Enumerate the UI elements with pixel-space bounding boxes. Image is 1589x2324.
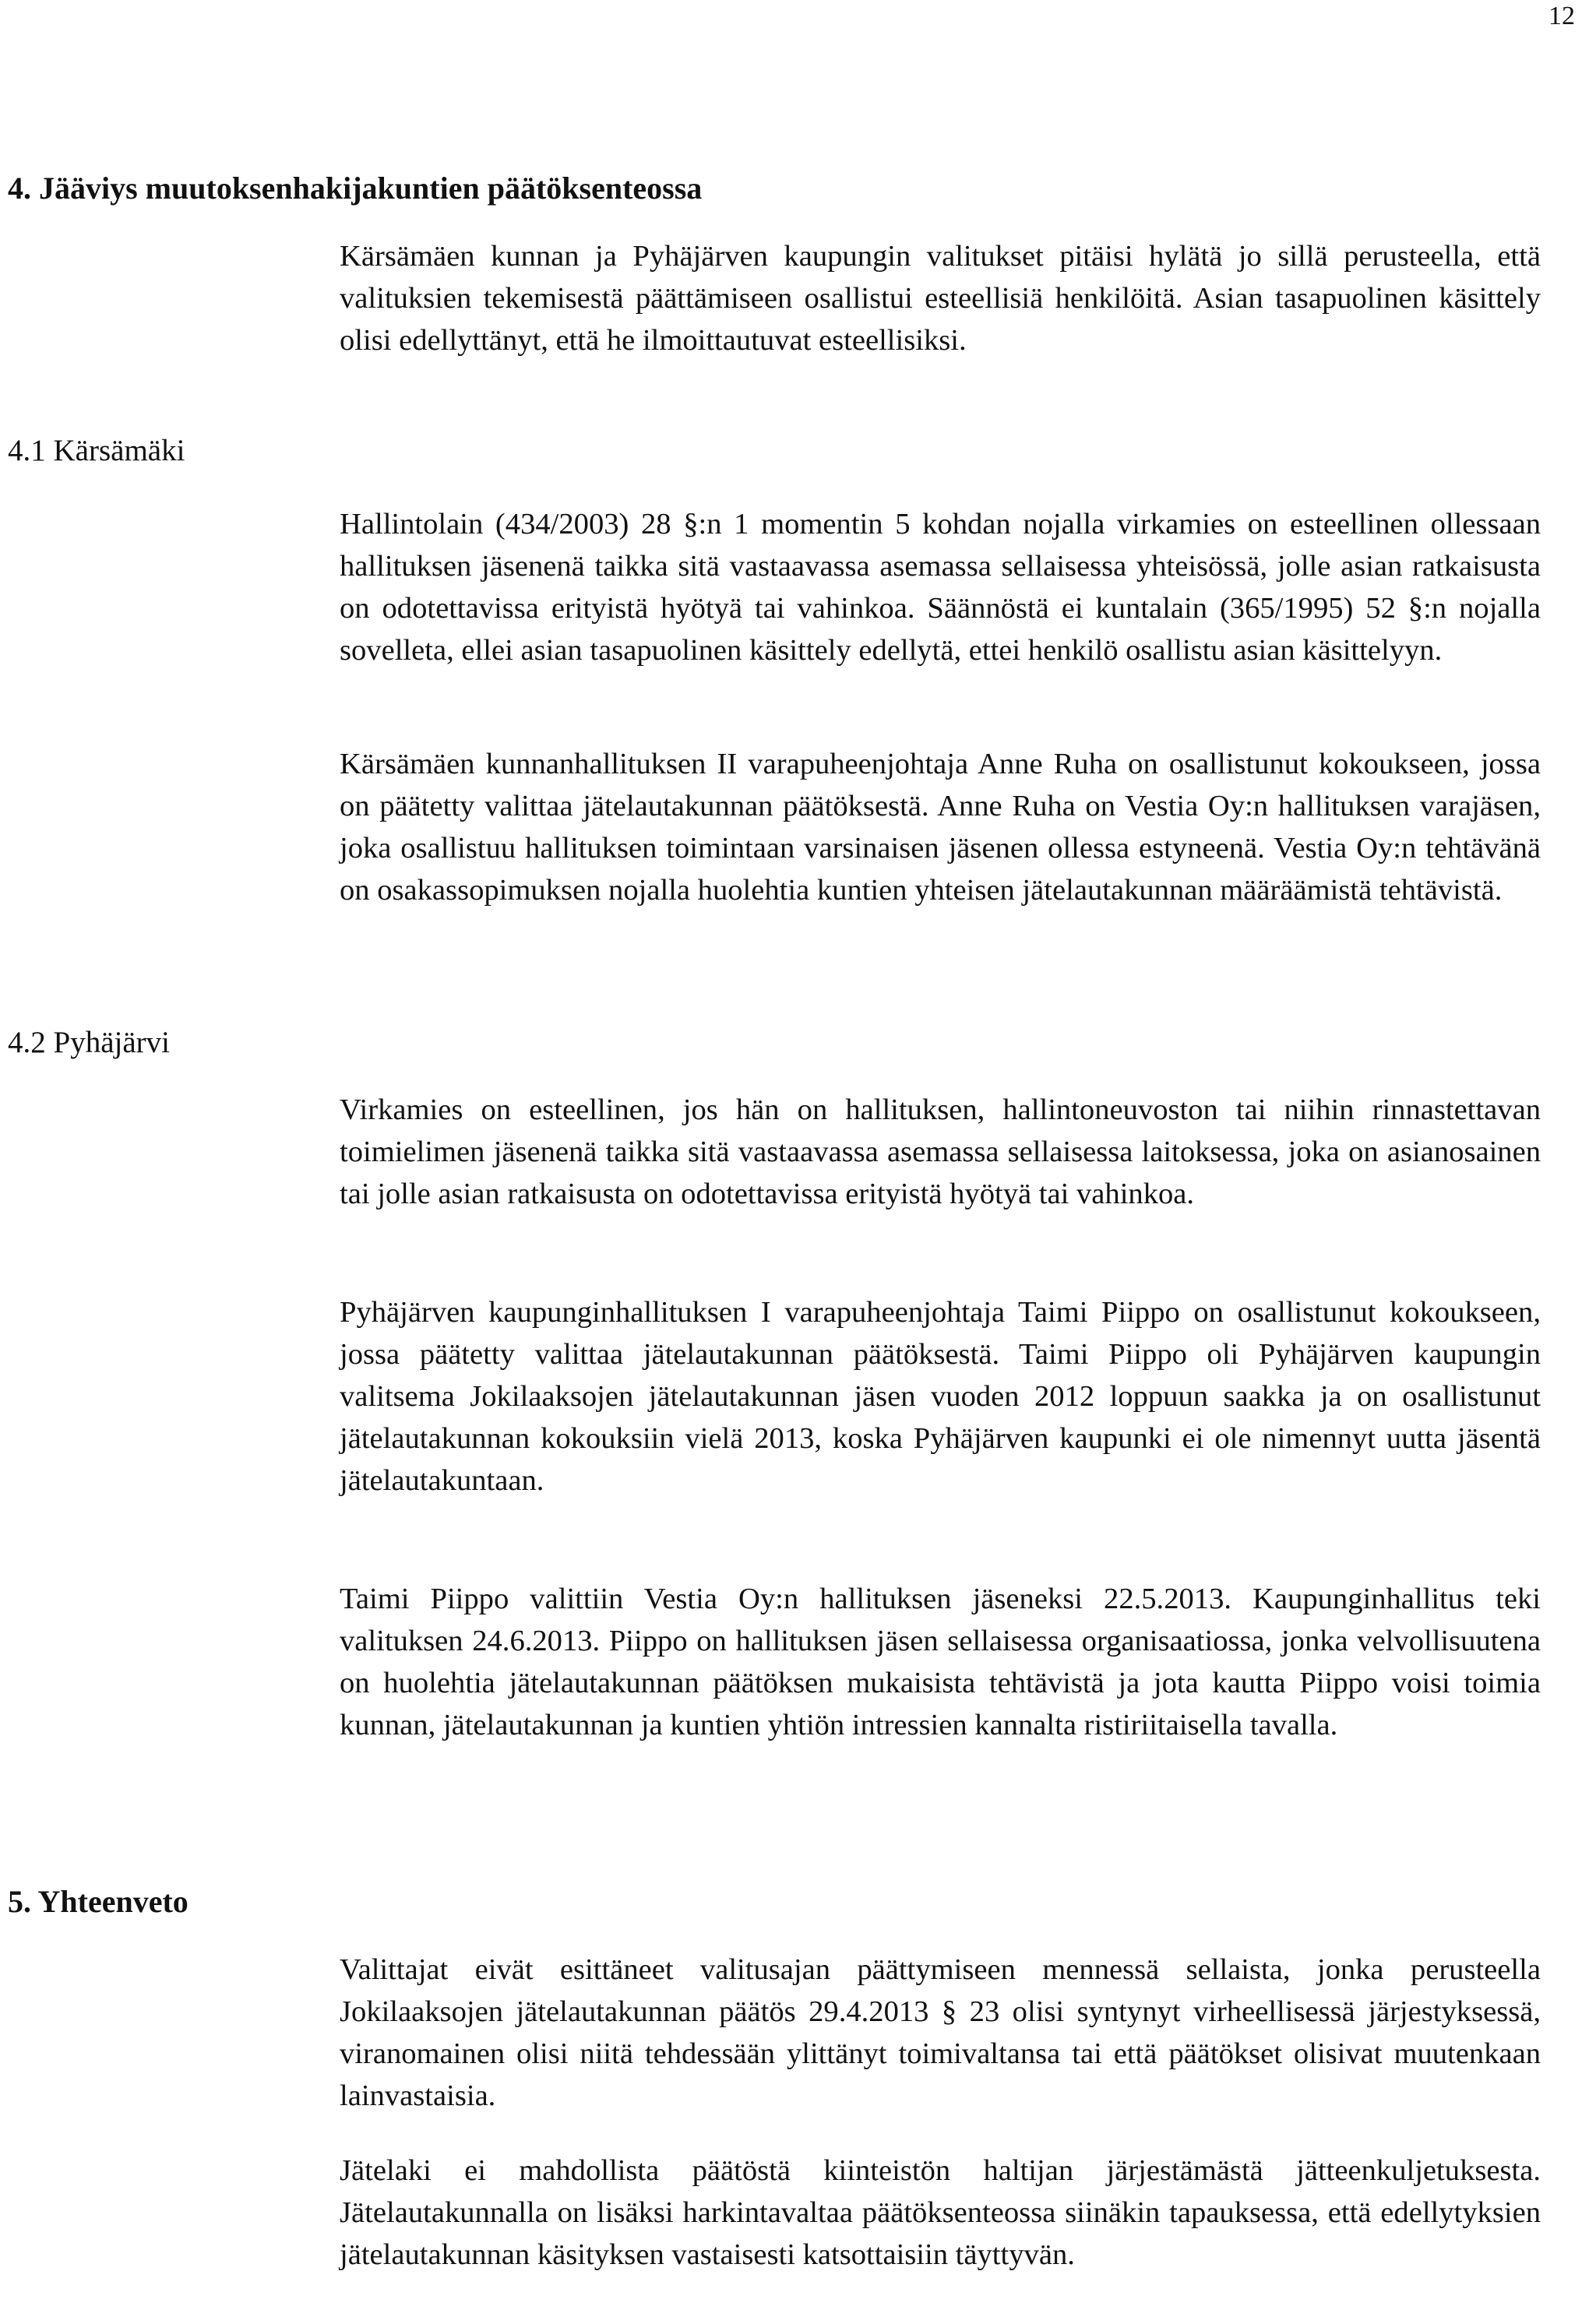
page-number: 12 xyxy=(1548,2,1575,30)
section-4-heading: 4. Jääviys muutoksenhakijakuntien päätöksenteossa xyxy=(8,171,703,206)
subsection-4-2-paragraph-2: Pyhäjärven kaupunginhallituksen I varapuheenjohtaja Taimi Piippo on osallistunut kokoukseen, jossa päätetty valittaa jätelautakunnan päätöksestä. Taimi Piippo oli Pyhäjärven kaupungin valitsema Jokilaaksojen jätelautakunnan jäsen vuoden 2012 loppuun saakka ja on osallistunut jätelautakunnan kokouksiin vielä 2013, koska Pyhäjärven kaupunki ei ole nimennyt uutta jäsentä jätelautakuntaan. xyxy=(340,1296,1541,1497)
subsection-4-2-paragraph-1: Virkamies on esteellinen, jos hän on hallituksen, hallintoneuvoston tai niihin rinnastettavan toimielimen jäsenenä taikka sitä vastaavassa asemassa sellaisessa laitoksessa, joka on asianosainen tai jolle asian ratkaisusta on odotettavissa erityistä hyötyä tai vahinkoa. xyxy=(340,1093,1541,1210)
subsection-4-2-paragraph-3: Taimi Piippo valittiin Vestia Oy:n hallituksen jäseneksi 22.5.2013. Kaupunginhallitus teki valituksen 24.6.2013. Piippo on hallituksen jäsen sellaisessa organisaatiossa, jonka velvollisuutena on huolehtia jätelautakunnan päätöksen mukaisista tehtävistä ja jota kautta Piippo voisi toimia kunnan, jätelautakunnan ja kuntien yhtiön intressien kannalta ristiriitaisella tavalla. xyxy=(340,1583,1541,1741)
section-5-heading: 5. Yhteenveto xyxy=(8,1884,188,1919)
subsection-4-1-paragraph-1: Hallintolain (434/2003) 28 §:n 1 momentin 5 kohdan nojalla virkamies on esteellinen ollessaan hallituksen jäsenenä taikka sitä vastaavassa asemassa sellaisessa yhteisössä, jolle asian ratkaisusta on odotettavissa erityistä hyötyä tai vahinkoa. Säännöstä ei kuntalain (365/1995) 52 §:n nojalla sovelleta, ellei asian tasapuolinen käsittely edellytä, ettei henkilö osallistu asian käsittelyyn. xyxy=(340,508,1541,667)
section-4-intro: Kärsämäen kunnan ja Pyhäjärven kaupungin valitukset pitäisi hylätä jo sillä perusteella, että valituksien tekemisestä päättämiseen osallistui esteellisiä henkilöitä. Asian tasapuolinen käsittely olisi edellyttänyt, että he ilmoittautuvat esteellisiksi. xyxy=(340,240,1541,357)
section-5-paragraph-2: Jätelaki ei mahdollista päätöstä kiinteistön haltijan järjestämästä jätteenkuljetuksesta. Jätelautakunnalla on lisäksi harkintavaltaa päätöksenteossa siinäkin tapauksessa, että edellytyksien jätelautakunnan käsityksen vastaisesti katsottaisiin täyttyvän. xyxy=(340,2154,1541,2271)
subsection-4-1-heading: 4.1 Kärsämäki xyxy=(8,434,185,467)
subsection-4-2-heading: 4.2 Pyhäjärvi xyxy=(8,1026,170,1059)
subsection-4-1-paragraph-2: Kärsämäen kunnanhallituksen II varapuheenjohtaja Anne Ruha on osallistunut kokoukseen, jossa on päätetty valittaa jätelautakunnan päätöksestä. Anne Ruha on Vestia Oy:n hallituksen varajäsen, joka osallistuu hallituksen toimintaan varsinaisen jäsenen ollessa estyneenä. Vestia Oy:n tehtävänä on osakassopimuksen nojalla huolehtia kuntien yhteisen jätelautakunnan määräämistä tehtävistä. xyxy=(340,748,1541,907)
section-5-paragraph-1: Valittajat eivät esittäneet valitusajan päättymiseen mennessä sellaista, jonka perusteella Jokilaaksojen jätelautakunnan päätös 29.4.2013 § 23 olisi syntynyt virheellisessä järjestyksessä, viranomainen olisi niitä tehdessään ylittänyt toimivaltansa tai että päätökset olisivat muutenkaan lainvastaisia. xyxy=(340,1953,1541,2112)
